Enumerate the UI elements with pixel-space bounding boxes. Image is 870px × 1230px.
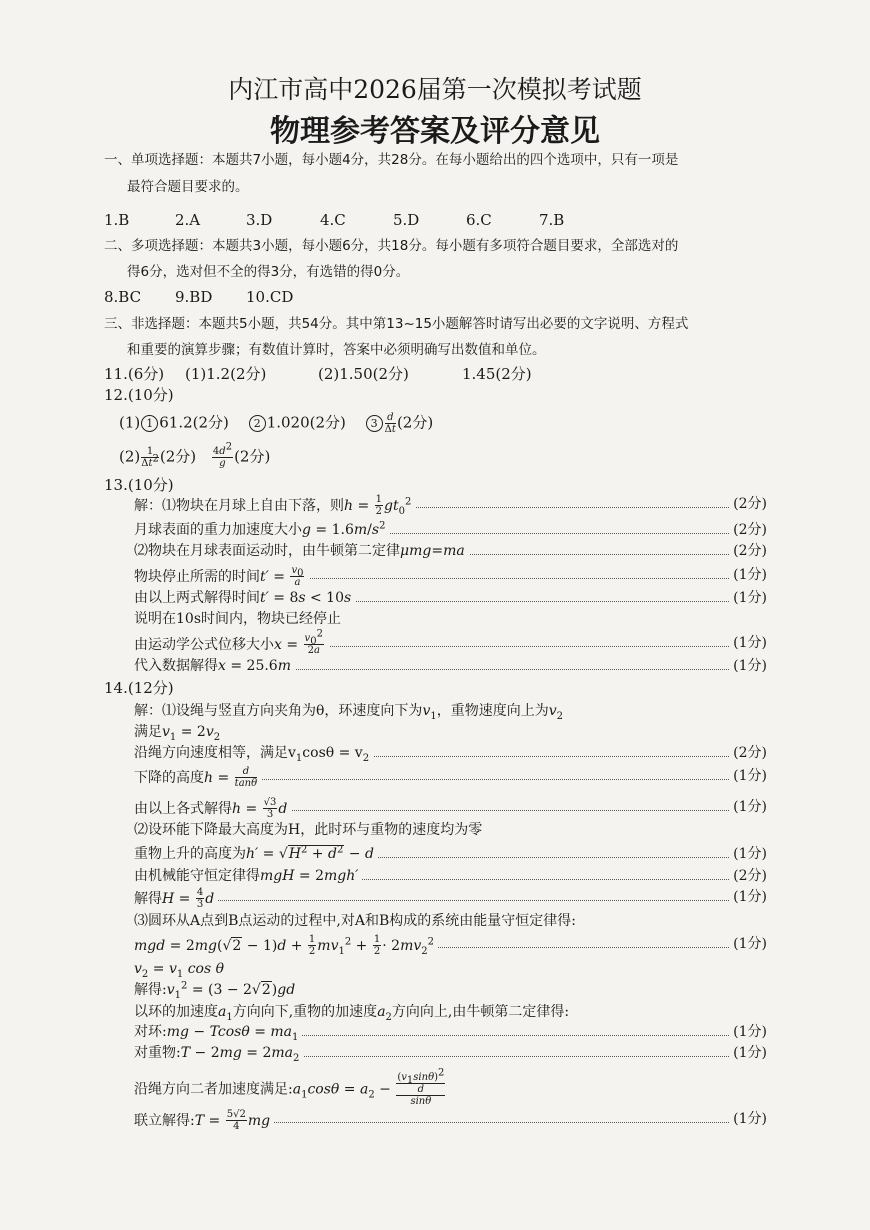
q14-step-18: 联立解得:T = $\frac{5√2}{4}$ mg (1分): [134, 1109, 767, 1132]
q14-step-3: 沿绳方向速度相等，满足$v_1\cos\theta = v_2$ (2分): [134, 745, 767, 764]
q14-score-10: (1分): [729, 1109, 767, 1129]
q12-part2: [119, 441, 271, 469]
q13-step-8-text: 代入数据解得: [134, 658, 218, 674]
mc-answer-6: 6.C: [466, 211, 492, 229]
q13-step-2: 月球表面的重力加速度大小$g = 1.6m/s^2$ (2分): [134, 520, 767, 538]
mc-answer-3: 3.D: [246, 211, 273, 229]
formula-d-over-dt: $\frac{d}{\Delta t}$: [384, 412, 396, 435]
q14-step-6: ⑵设环能下降最大高度为H，此时环与重物的速度均为零: [134, 822, 483, 838]
q13-step-1: 解：⑴物块在月球上自由下落，则h = $\frac{1}{2}$ $gt_0^2$ (2分): [134, 494, 767, 517]
q13-score-3: (2分): [729, 541, 767, 561]
q14-step-13: 解得$:v_1^2 = (3 - 2√2)gd$: [134, 980, 296, 1001]
multi-answer-10: 10.CD: [246, 288, 294, 306]
q11-answer-3: 1.45(2分): [462, 365, 532, 383]
mc-answer-4: 4.C: [320, 211, 346, 229]
q13-step-3-text: ⑵物块在月球表面运动时，由牛顿第二定律: [134, 543, 400, 559]
q14-score-7: (1分): [729, 934, 767, 954]
q13-step-2-text: 月球表面的重力加速度大小: [134, 522, 302, 538]
q14-step-11: mgd = 2mg(√2 − 1)d + $\frac{1}{2}$ $mv_1^2$ + $\frac{1}{2}$ · $2mv_2^2$ (1分): [134, 934, 767, 957]
q14-score-8: (1分): [729, 1022, 767, 1042]
q12-header: 12.(10分): [104, 386, 174, 404]
q13-step-6: 说明在10s时间内，物块已经停止: [134, 611, 341, 627]
q11-header: 11.(6分): [104, 365, 165, 383]
section1-instructions-line2: 最符合题目要求的。: [127, 179, 249, 195]
q13-header: 13.(10分): [104, 476, 174, 494]
q14-step-12: $v_2 = v_1$ cos θ: [134, 961, 225, 980]
circled-number-2: 2: [249, 415, 266, 432]
q14-step-5: 由以上各式解得h = $\frac{√3}{3}$ d (1分): [134, 797, 767, 820]
q14-score-2: (1分): [729, 766, 767, 786]
q14-step-2: 满足$v_1 = 2v_2$: [134, 724, 221, 743]
q12-answer-4: (2分): [159, 447, 197, 466]
mc-answer-1: 1.B: [104, 211, 130, 229]
q13-step-8: 代入数据解得x = 25.6m (1分): [134, 658, 767, 674]
formula-1-over-dt2: $\frac{1}{\Delta t^2}$: [141, 446, 159, 469]
q13-score-5: (1分): [729, 588, 767, 608]
q14-score-4: (1分): [729, 844, 767, 864]
circled-number-1: 1: [141, 415, 158, 432]
q13-step-7: 由运动学公式位移大小x = $\frac{v_0^2}{2a}$ (1分): [134, 628, 767, 656]
section1-instructions-line1: 一、单项选择题：本题共7小题，每小题4分，共28分。在每小题给出的四个选项中，只有一项是: [104, 152, 679, 168]
q14-step-8: 由机械能守恒定律得mgH = 2mgh′ (2分): [134, 868, 767, 884]
q12-part1: [119, 412, 433, 435]
q14-step-17: 沿绳方向二者加速度满足$:a_1\cos\theta = a_2$ − $(v_1\sin\theta)^2$ d sinθ: [134, 1067, 445, 1107]
exam-title: 内江市高中2026届第一次模拟考试题: [228, 75, 642, 104]
q13-step-5: 由以上两式解得时间t′ = 8s < 10s (1分): [134, 590, 767, 606]
section3-instructions-line1: 三、非选择题：本题共5小题，共54分。其中第13~15小题解答时请写出必要的文字说明、方程式: [104, 316, 689, 332]
q13-step-4: 物块停止所需的时间t′ = $\frac{v_0}{a}$ (1分): [134, 565, 767, 588]
q13-score-1: (2分): [729, 494, 767, 514]
q14-header: 14.(12分): [104, 679, 174, 697]
mc-answer-2: 2.A: [175, 211, 201, 229]
q14-score-9: (1分): [729, 1043, 767, 1063]
mc-answer-5: 5.D: [393, 211, 420, 229]
q12-answer-1: 61.2(2分): [159, 413, 229, 432]
q12-part1-label: (1): [119, 413, 141, 432]
q13-score-7: (1分): [729, 656, 767, 676]
circled-number-3: 3: [366, 415, 383, 432]
q14-score-6: (1分): [729, 887, 767, 907]
q14-step-1: 解：⑴设绳与竖直方向夹角为θ，环速度向下为$v_1$，重物速度向上为$v_2$: [134, 703, 564, 722]
q13-step-3: ⑵物块在月球表面运动时，由牛顿第二定律μmg=ma (2分): [134, 543, 767, 559]
q13-score-4: (1分): [729, 565, 767, 585]
q14-step-10: ⑶圆环从A点到B点运动的过程中,对A和B构成的系统由能量守恒定律得:: [134, 913, 576, 929]
q13-step-5-text: 由以上两式解得时间: [134, 590, 260, 606]
q12-part2-label: (2): [119, 447, 141, 466]
q14-step-14: 以环的加速度$a_1$方向向下,重物的加速度$a_2$方向向上,由牛顿第二定律得:: [134, 1004, 570, 1023]
formula-4d2-over-g: $\frac{4d^2}{g}$: [212, 441, 233, 469]
q12-answer-2: 1.020(2分): [266, 413, 346, 432]
q14-step-7: 重物上升的高度为$h' = √H^2 + d^2 - d$ (1分): [134, 844, 767, 862]
section2-instructions-line2: 得6分，选对但不全的得3分，有选错的得0分。: [127, 264, 410, 280]
q13-step-4-text: 物块停止所需的时间: [134, 568, 260, 585]
q14-score-1: (2分): [729, 743, 767, 763]
q14-step-9: 解得H = $\frac{4}{3}$ d (1分): [134, 887, 767, 910]
mc-answer-7: 7.B: [539, 211, 565, 229]
multi-answer-9: 9.BD: [175, 288, 213, 306]
document-title: 物理参考答案及评分意见: [270, 114, 600, 149]
q12-answer-3: (2分): [396, 413, 434, 432]
q13-step-1-text: 解：⑴物块在月球上自由下落，则: [134, 497, 344, 514]
q12-answer-5: (2分): [234, 447, 271, 466]
q14-step-15: 对环:mg − $Tcos\theta = ma_1$ (1分): [134, 1024, 767, 1043]
multi-answer-8: 8.BC: [104, 288, 142, 306]
q11-answer-1: (1)1.2(2分): [185, 365, 267, 383]
q11-answer-2: (2)1.50(2分): [318, 365, 409, 383]
q14-step-4: 下降的高度h = $\frac{d}{\tan\theta}$ (1分): [134, 766, 767, 789]
q13-score-6: (1分): [729, 633, 767, 653]
section2-instructions-line1: 二、多项选择题：本题共3小题，每小题6分，共18分。每小题有多项符合题目要求，全部选对的: [104, 238, 679, 254]
q13-score-2: (2分): [729, 520, 767, 540]
q14-score-3: (1分): [729, 797, 767, 817]
section3-instructions-line2: 和重要的演算步骤；有数值计算时，答案中必须明确写出数值和单位。: [127, 342, 546, 358]
q13-step-7-text: 由运动学公式位移大小: [134, 636, 274, 653]
q14-step-16: 对重物:T − $2mg = 2ma_2$ (1分): [134, 1045, 767, 1064]
q14-score-5: (2分): [729, 866, 767, 886]
